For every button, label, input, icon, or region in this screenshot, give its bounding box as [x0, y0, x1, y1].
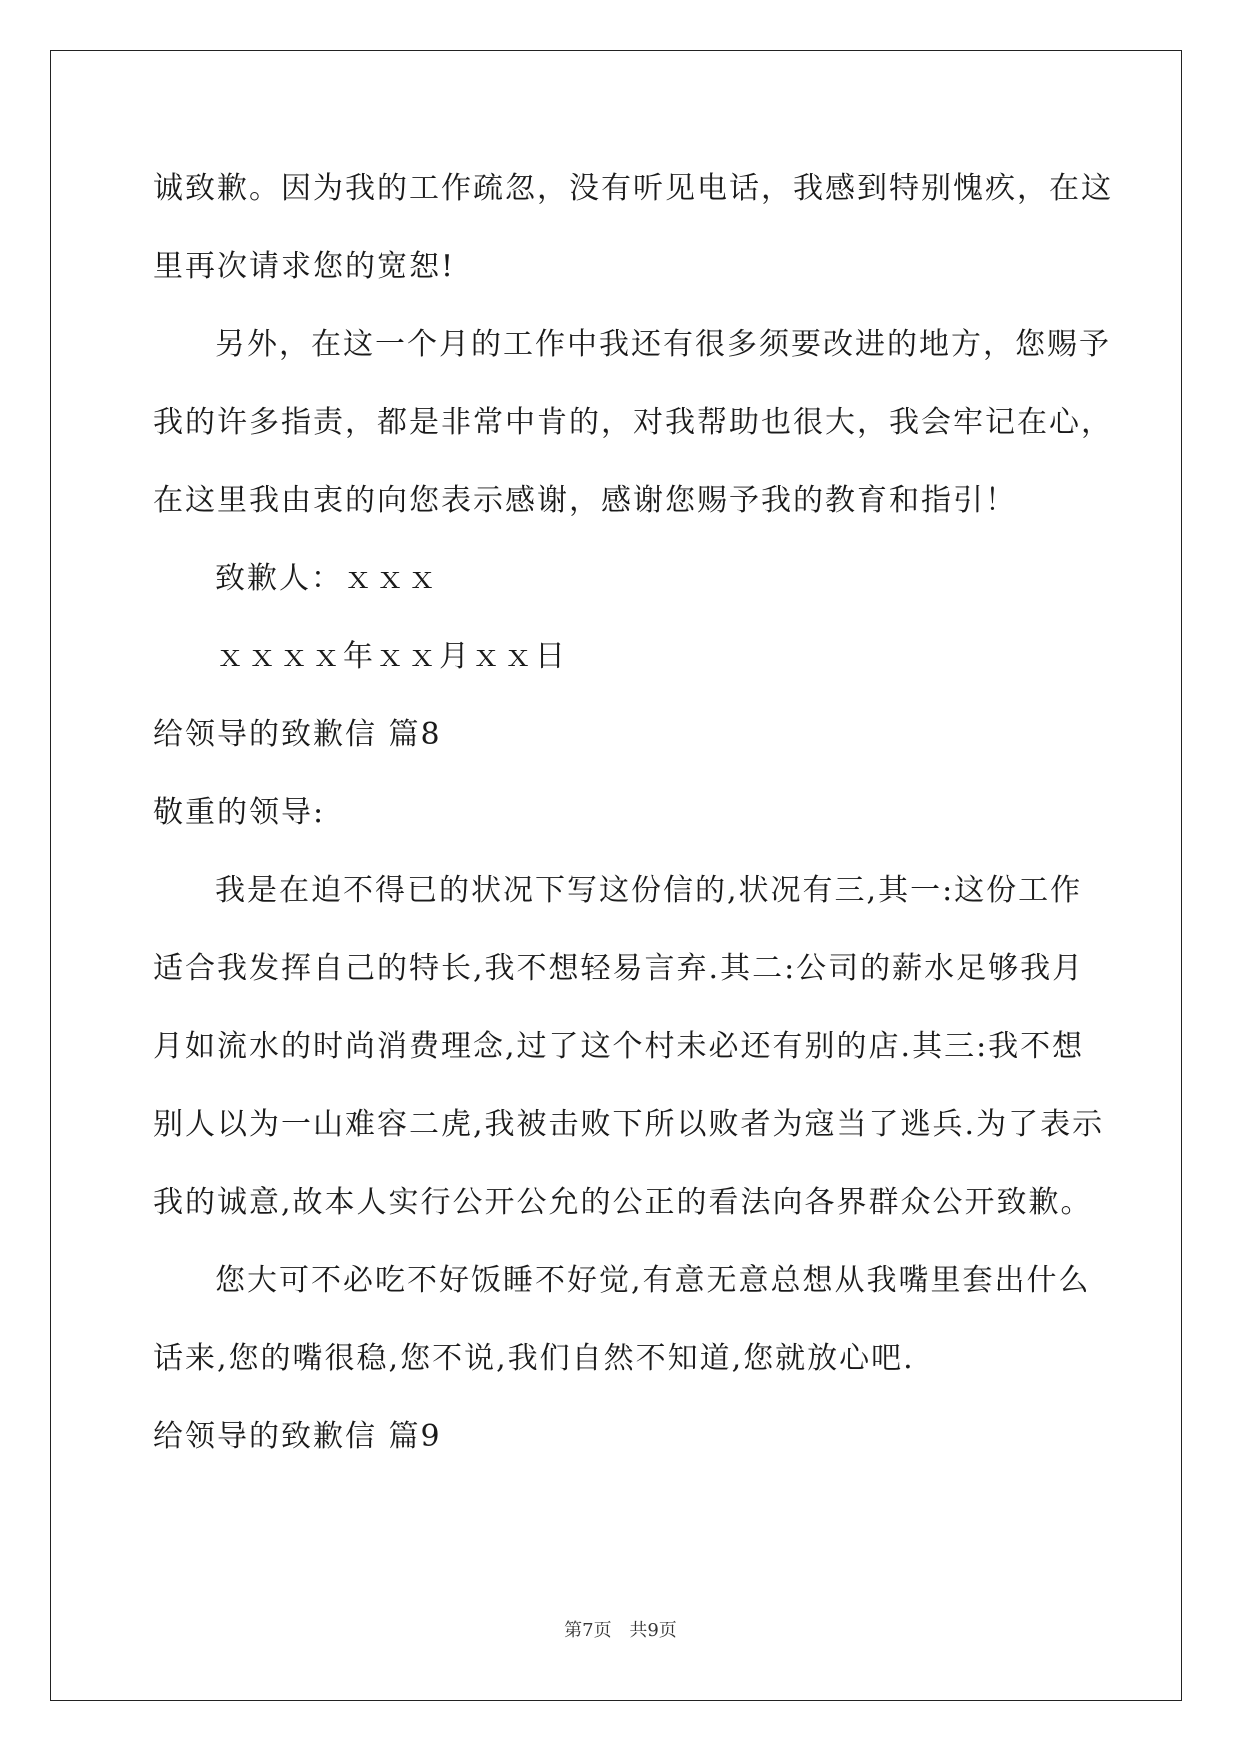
signature-line: 致歉人：ｘｘｘ: [215, 561, 439, 596]
text-line-15: 您大可不必吃不好饭睡不好觉,有意无意总想从我嘴里套出什么: [215, 1263, 1091, 1298]
salutation: 敬重的领导:: [153, 795, 326, 830]
text-line-12: 月如流水的时尚消费理念,过了这个村未必还有别的店.其三:我不想: [153, 1029, 1085, 1064]
date-line: ｘｘｘｘ年ｘｘ月ｘｘ日: [215, 639, 567, 674]
page-number: 第7页: [564, 1620, 612, 1641]
page-footer: [0, 1616, 1241, 1642]
text-line-2: 里再次请求您的宽恕!: [153, 249, 456, 284]
document-body: [153, 170, 1113, 1496]
text-line-3: 另外，在这一个月的工作中我还有很多须要改进的地方，您赐予: [215, 327, 1111, 362]
text-line-14: 我的诚意,故本人实行公开公允的公正的看法向各界群众公开致歉。: [153, 1185, 1093, 1220]
text-line-1: 诚致歉。因为我的工作疏忽，没有听见电话，我感到特别愧疚，在这: [153, 171, 1113, 206]
text-line-16: 话来,您的嘴很稳,您不说,我们自然不知道,您就放心吧.: [153, 1341, 915, 1376]
text-line-13: 别人以为一山难容二虎,我被击败下所以败者为寇当了逃兵.为了表示: [153, 1107, 1105, 1142]
page-total: 共9页: [629, 1620, 677, 1641]
text-line-5: 在这里我由衷的向您表示感谢，感谢您赐予我的教育和指引！: [153, 483, 1017, 518]
text-line-10: 我是在迫不得已的状况下写这份信的,状况有三,其一:这份工作: [215, 873, 1083, 908]
section-heading-9: 给领导的致歉信 篇9: [153, 1419, 442, 1454]
text-line-4: 我的许多指责，都是非常中肯的，对我帮助也很大，我会牢记在心，: [153, 405, 1113, 440]
text-line-11: 适合我发挥自己的特长,我不想轻易言弃.其二:公司的薪水足够我月: [153, 951, 1085, 986]
section-heading-8: 给领导的致歉信 篇8: [153, 717, 442, 752]
